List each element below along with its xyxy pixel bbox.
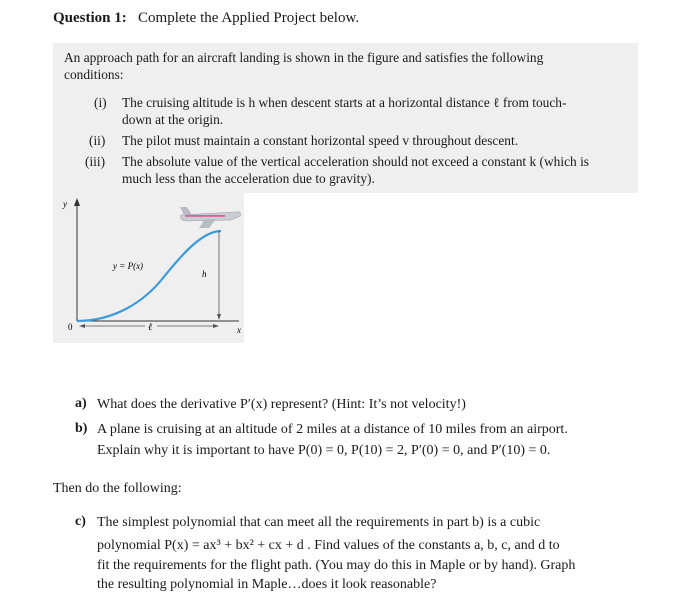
question-number: Question 1: <box>53 10 127 26</box>
distance-arrow-left-icon <box>79 324 85 328</box>
question-b-line-2: Explain why it is important to have P(0) = 0, P(10) = 2, P′(0) = 0, and P′(10) = 0. <box>97 443 551 458</box>
approach-path-figure <box>53 193 244 343</box>
height-label: h <box>202 269 207 279</box>
question-c-line-2: polynomial P(x) = ax³ + bx² + cx + d . Find values of the constants a, b, c, and d to <box>97 538 560 553</box>
curve-label: y = P(x) <box>113 261 144 271</box>
condition-number: (ii) <box>89 133 106 148</box>
condition-ii <box>89 132 634 149</box>
intro-line-2: conditions: <box>64 67 124 82</box>
approach-curve <box>77 231 221 321</box>
distance-label: ℓ <box>148 322 153 333</box>
height-arrow-icon <box>217 314 221 320</box>
condition-i <box>94 94 634 128</box>
question-c-line-3: fit the requirements for the flight path. (You may do this in Maple or by hand). Graph <box>97 558 576 573</box>
airplane-icon <box>180 207 240 228</box>
question-heading <box>53 10 359 27</box>
intro-line-1: An approach path for an aircraft landing is shown in the figure and satisfies the following <box>64 50 544 65</box>
question-c-line-4: the resulting polynomial in Maple…does it look reasonable? <box>97 577 437 592</box>
question-b-line-1: A plane is cruising at an altitude of 2 miles at a distance of 10 miles from an airport. <box>97 422 568 437</box>
origin-label: 0 <box>68 322 73 332</box>
question-a-label: a) <box>75 396 87 411</box>
distance-arrow-right-icon <box>213 324 219 328</box>
x-axis-label: x <box>237 325 241 335</box>
condition-line-1: The pilot must maintain a constant horizontal speed v throughout descent. <box>122 133 519 148</box>
condition-line-2: much less than the acceleration due to gravity). <box>122 171 375 186</box>
condition-line-2: down at the origin. <box>122 112 224 127</box>
question-a-text: What does the derivative P′(x) represent? (Hint: It’s not velocity!) <box>97 397 466 412</box>
question-c-label: c) <box>75 514 86 529</box>
then-instruction: Then do the following: <box>53 481 182 496</box>
y-axis-arrow-icon <box>74 198 80 206</box>
condition-number: (iii) <box>85 154 106 169</box>
condition-number: (i) <box>94 95 107 110</box>
condition-iii <box>85 153 635 187</box>
condition-line-1: The absolute value of the vertical acceleration should not exceed a constant k (which is <box>122 154 590 169</box>
question-instruction: Complete the Applied Project below. <box>138 10 360 26</box>
question-b-label: b) <box>75 421 88 436</box>
excerpt-intro <box>64 49 624 83</box>
y-axis-label: y <box>63 199 67 209</box>
question-c-line-1: The simplest polynomial that can meet all the requirements in part b) is a cubic <box>97 515 541 530</box>
condition-line-1: The cruising altitude is h when descent starts at a horizontal distance ℓ from touch- <box>122 95 567 110</box>
